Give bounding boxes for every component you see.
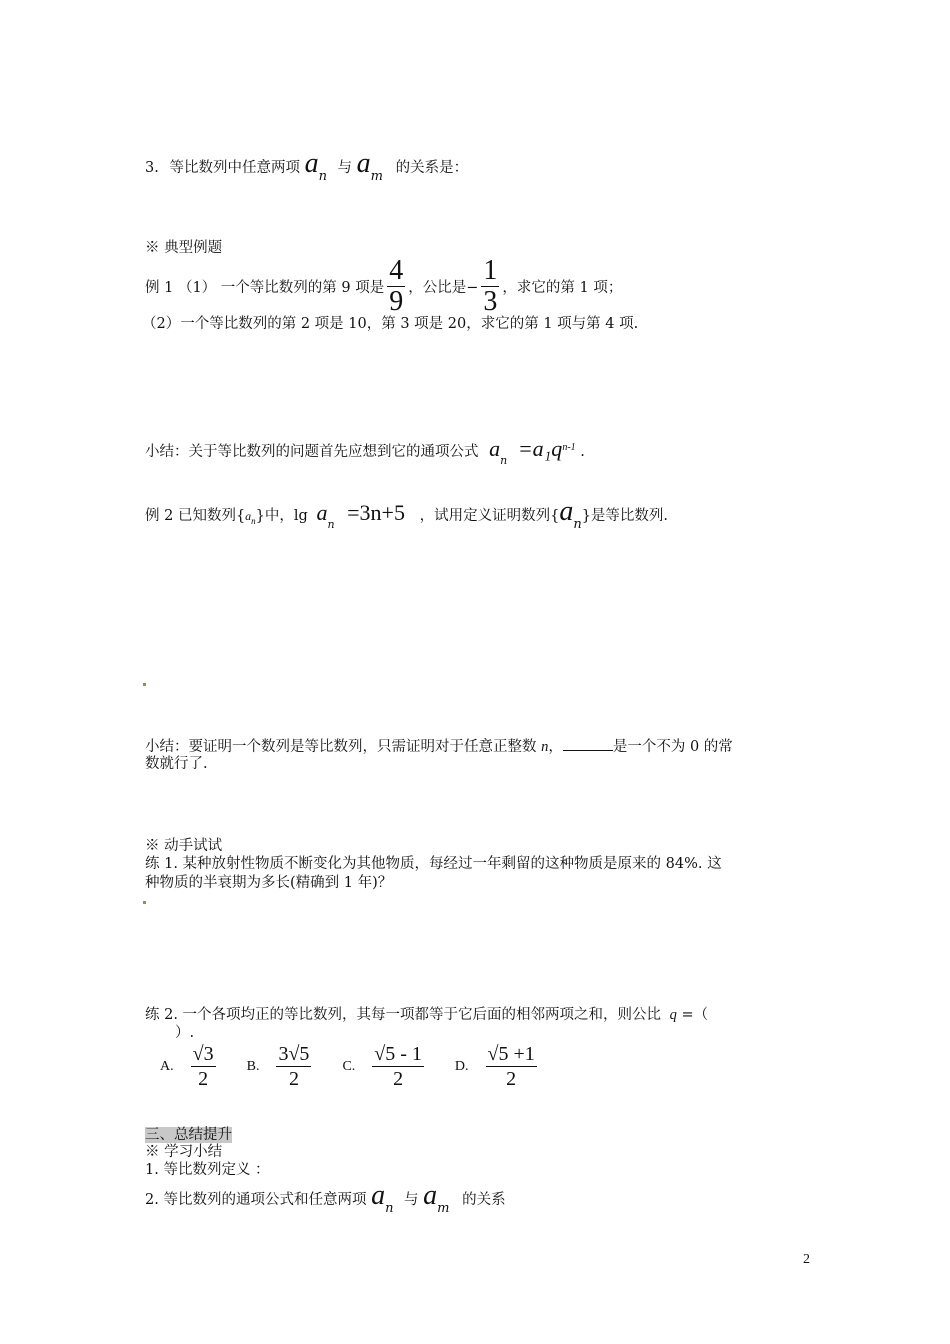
option-b[interactable]: [247, 1042, 315, 1091]
practice-2-line2: ）.: [175, 1025, 195, 1041]
option-a[interactable]: [160, 1042, 219, 1091]
item2-text-b: 的关系: [462, 1192, 506, 1208]
option-d-label: D.: [454, 1058, 469, 1074]
ex1-mid: ，公比是−: [408, 280, 479, 296]
summary1-rhs: =a₁q: [517, 436, 563, 461]
summary-2: [145, 735, 733, 756]
option-d-den: 2: [506, 1068, 517, 1090]
ex2-big-sub: n: [573, 517, 582, 532]
item2-sub-n: n: [385, 1201, 394, 1216]
practice-2-line1: [145, 1003, 708, 1024]
item2-text-a: 2. 等比数列的通项公式和任意两项: [145, 1192, 367, 1208]
option-c[interactable]: [342, 1042, 426, 1091]
practice2-q: q: [669, 1007, 677, 1023]
option-b-fraction: [276, 1042, 311, 1091]
ex1-frac2-den: 3: [483, 286, 498, 317]
page-number: 2: [803, 1252, 810, 1267]
q3-text-b: 的关系是：: [395, 160, 469, 176]
q3-conj: 与: [337, 160, 353, 176]
item2-a-n: a: [371, 1180, 386, 1211]
item2-conj: 与: [404, 1192, 419, 1208]
practice2-text: 练 2. 一个各项均正的等比数列，其每一项都等于它后面的相邻两项之和，则公比: [145, 1007, 662, 1023]
ex1-frac1-den: 9: [389, 286, 404, 317]
summary-item-1: 1. 等比数列定义 ：: [145, 1162, 270, 1178]
ex2-a: a: [316, 500, 328, 525]
ex2-end: }是等比数列.: [581, 508, 669, 524]
option-b-num: 3√5: [278, 1043, 310, 1065]
q3-number: 3.: [145, 160, 159, 176]
option-a-fraction: [191, 1042, 216, 1091]
options-row: [160, 1042, 568, 1091]
option-a-den: 2: [198, 1068, 209, 1090]
marker-dot: [143, 901, 146, 904]
summary-item-2: [145, 1180, 506, 1216]
ex2-mid: }中，lg: [255, 508, 308, 524]
ex1-frac1-num: 4: [389, 255, 404, 286]
item2-a-m: a: [423, 1180, 438, 1211]
summary1-a: a: [489, 436, 501, 461]
option-c-num: √5 - 1: [374, 1043, 422, 1065]
q3-sub-m: m: [370, 169, 383, 184]
ex1-label: 例 1 （1） 一个等比数列的第 9 项是: [145, 280, 385, 296]
ex2-label: 例 2 已知数列{: [145, 508, 246, 524]
marker-dot: [143, 683, 146, 686]
ex1-end: ，求它的第 1 项；: [502, 280, 623, 296]
practice2-end: =（: [681, 1007, 709, 1023]
q3-term-b: a: [356, 148, 371, 179]
practice-1-line1: 练 1. 某种放射性物质不断变化为其他物质，每经过一年剩留的这种物质是原来的 84%. 这: [145, 856, 722, 872]
ex2-a-small: a: [245, 509, 252, 523]
option-d[interactable]: [455, 1042, 540, 1091]
summary2-c: 是一个不为 0 的常: [612, 739, 733, 755]
q3-text-a: 等比数列中任意两项: [169, 160, 300, 176]
ex2-big-a: a: [559, 496, 574, 527]
summary1-exp: n-1: [562, 442, 576, 454]
answer-blank[interactable]: [563, 738, 613, 751]
example-2: [145, 496, 669, 532]
q3-sub-n: n: [318, 169, 327, 184]
option-c-fraction: [372, 1042, 424, 1091]
summary1-sub: n: [500, 454, 508, 467]
ex2-text: ，试用定义证明数列{: [419, 508, 560, 524]
option-b-den: 2: [288, 1068, 299, 1090]
summary-1: [145, 436, 585, 467]
ex2-formula: =3n+5: [347, 500, 405, 525]
ex2-sub-small: n: [251, 515, 256, 526]
ex2-sub: n: [327, 518, 335, 531]
ex1-fraction-1: [387, 256, 405, 317]
question-3: [145, 148, 469, 184]
option-b-label: B.: [246, 1058, 260, 1074]
summary1-text: 小结：关于等比数列的问题首先应想到它的通项公式: [145, 444, 479, 460]
item2-sub-m: m: [437, 1201, 450, 1216]
option-c-label: C.: [342, 1058, 356, 1074]
q3-term-a: a: [304, 148, 319, 179]
section-summary-title: 三、总结提升: [145, 1127, 232, 1143]
option-a-label: A.: [160, 1058, 174, 1074]
option-d-fraction: [486, 1042, 537, 1091]
summary2-b: ，: [548, 739, 563, 755]
summary2-a: 小结：要证明一个数列是等比数列，只需证明对于任意正整数: [145, 739, 537, 755]
option-d-num: √5 +1: [487, 1043, 535, 1065]
option-a-num: √3: [192, 1043, 214, 1065]
ex1-fraction-2: [481, 256, 499, 317]
section-try: ※ 动手试试: [145, 838, 223, 854]
summary2-n: n: [541, 739, 549, 755]
summary1-end: .: [580, 444, 585, 460]
ex1-part2: （2）一个等比数列的第 2 项是 10，第 3 项是 20，求它的第 1 项与第 4 项.: [142, 316, 639, 332]
section-examples: ※ 典型例题: [145, 240, 223, 256]
example-1: [145, 256, 622, 317]
study-summary: ※ 学习小结: [145, 1144, 223, 1160]
ex1-frac2-num: 1: [483, 255, 498, 286]
summary2-line2: 数就行了.: [145, 756, 208, 772]
practice-1-line2: 种物质的半衰期为多长(精确到 1 年)？: [145, 875, 393, 891]
option-c-den: 2: [393, 1068, 404, 1090]
